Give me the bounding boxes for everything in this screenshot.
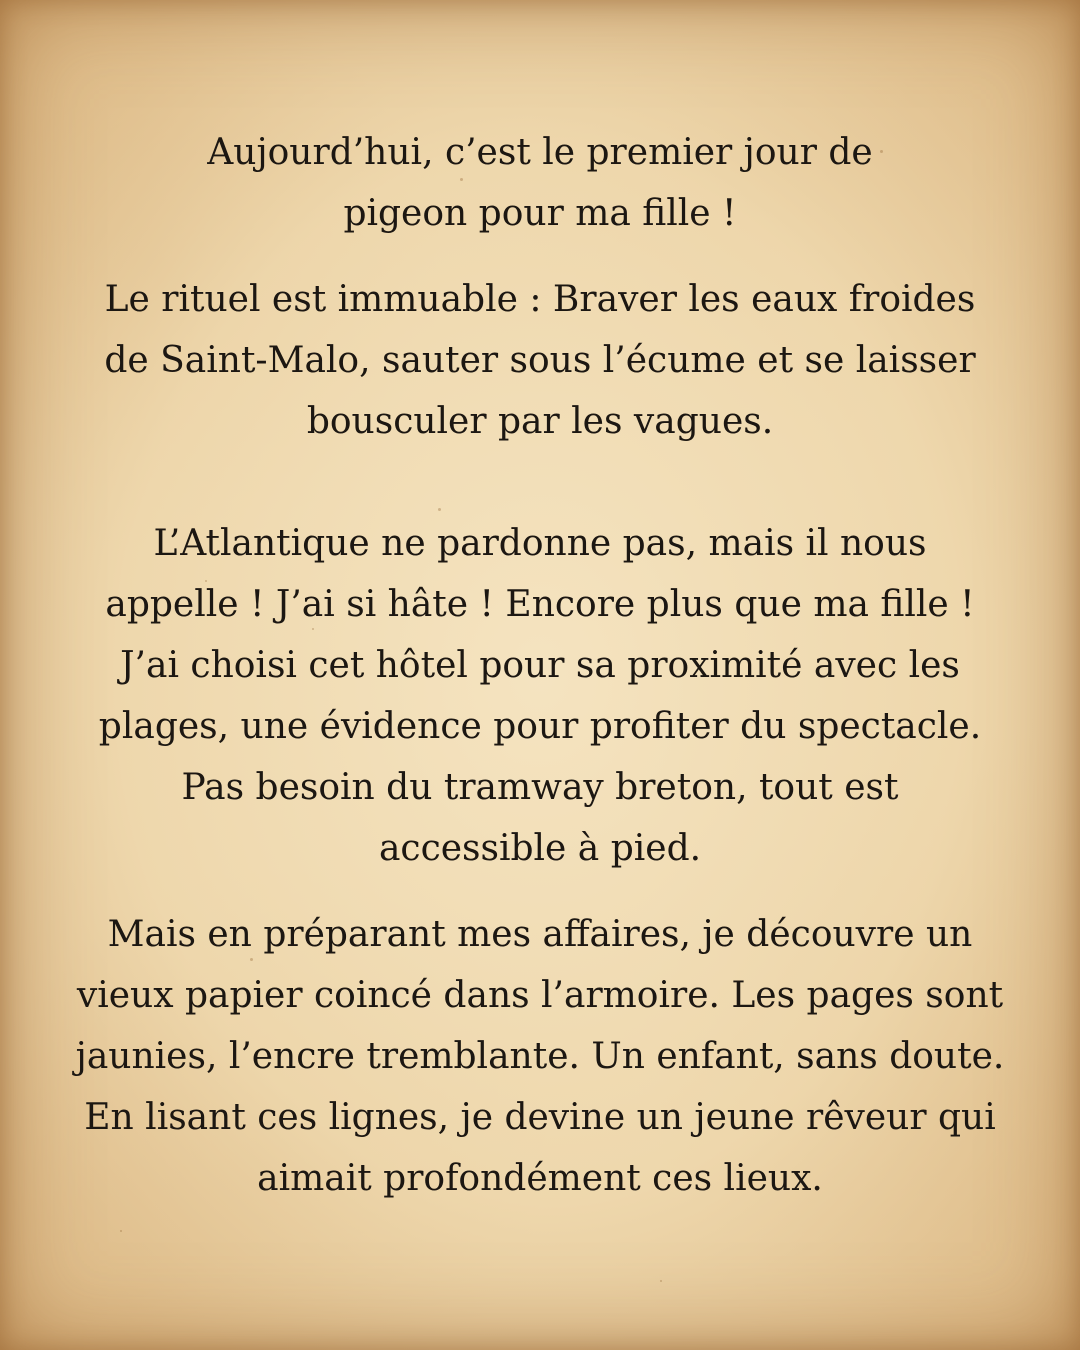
paragraph-atlantic: L’Atlantique ne pardonne pas, mais il nous appelle ! J’ai si hâte ! Encore plus que ma fille ! J’ai choisi cet hôtel pour sa proximité avec les plages, une évidence pour profiter du spectacle. Pas besoin du tramway breton, tout est accessible à pied. xyxy=(98,523,982,869)
paragraph-intro: Aujourd’hui, c’est le premier jour de pigeon pour ma fille ! xyxy=(207,132,873,234)
paragraph-discovery: Mais en préparant mes affaires, je découvre un vieux papier coincé dans l’armoire. Les pages sont jaunies, l’encre tremblante. Un enfant, sans doute. En lisant ces lignes, je devine un jeune rêveur qui aimait profondément ces lieux. xyxy=(75,914,1005,1199)
paragraph-ritual: Le rituel est immuable : Braver les eaux froides de Saint-Malo, sauter sous l’écume et se laisser bousculer par les vagues. xyxy=(104,279,976,442)
paper-speck xyxy=(120,1230,122,1232)
paper-speck xyxy=(660,1280,662,1282)
letter-text xyxy=(40,122,1040,1209)
